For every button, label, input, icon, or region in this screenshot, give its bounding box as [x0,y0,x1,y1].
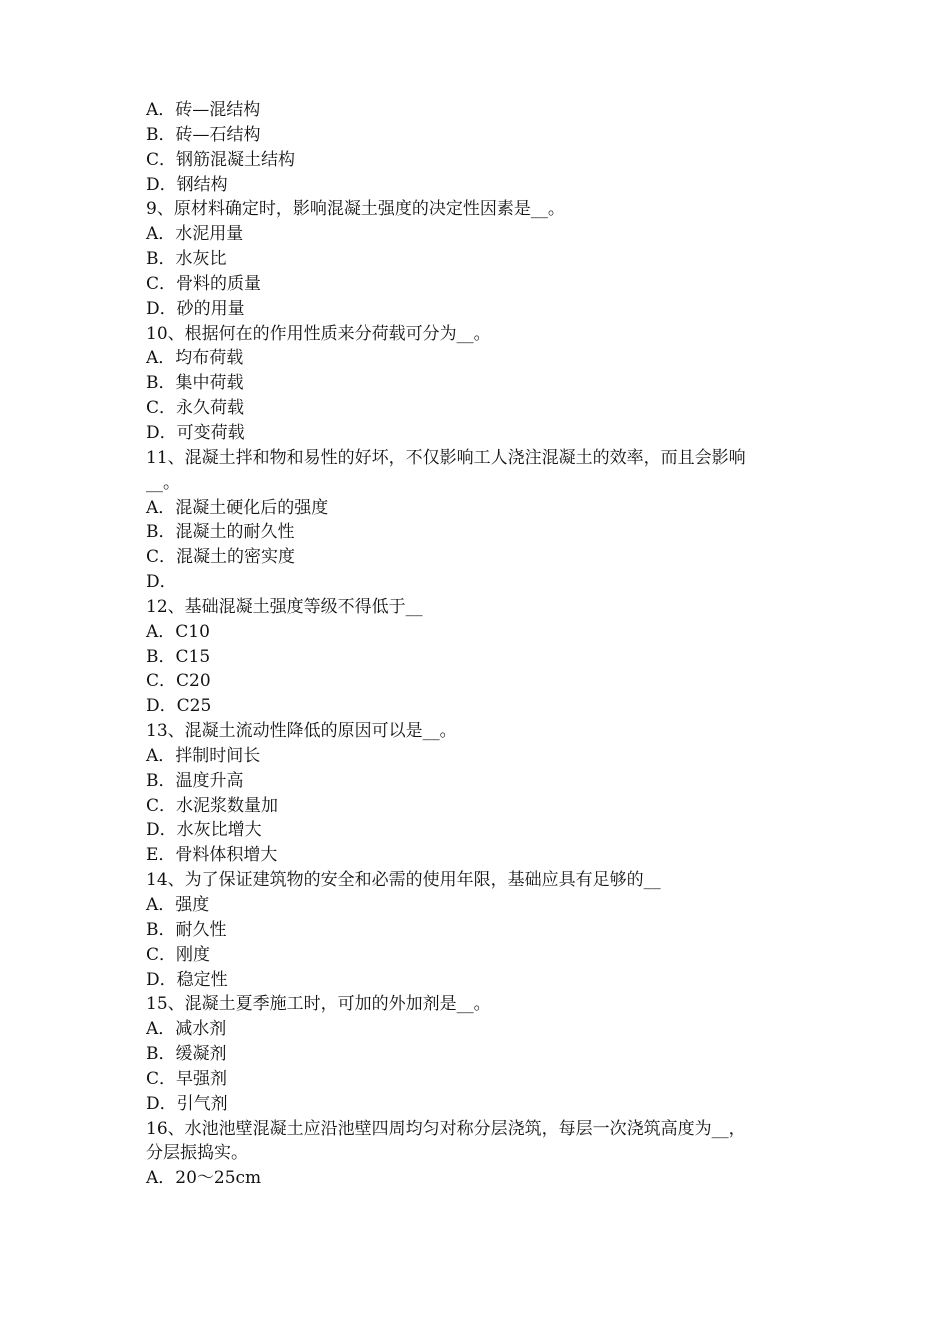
option-line: D． [146,572,177,593]
question-11-continued: __。 [146,472,180,493]
option-line: B．砖—石结构 [146,124,261,145]
option-line: A．20～25cm [146,1168,262,1189]
question-list [146,98,826,1191]
option-line: D．引气剂 [146,1093,228,1114]
question-15: 15、混凝土夏季施工时，可加的外加剂是__。 [146,994,491,1015]
option-line: C．C20 [146,671,211,692]
question-12: 12、基础混凝土强度等级不得低于__ [146,596,423,617]
option-line: E．骨料体积增大 [146,845,278,866]
option-line: B．缓凝剂 [146,1044,227,1065]
option-line: A．混凝土硬化后的强度 [146,497,329,518]
option-line: C．刚度 [146,944,211,965]
option-line: D．水灰比增大 [146,820,262,841]
question-9: 9、原材料确定时，影响混凝土强度的决定性因素是__。 [146,199,565,220]
question-14: 14、为了保证建筑物的安全和必需的使用年限，基础应具有足够的__ [146,870,661,891]
option-line: C．钢筋混凝土结构 [146,149,296,170]
option-line: D．钢结构 [146,174,228,195]
question-16-continued: 分层振捣实。 [146,1143,248,1164]
option-line: A．水泥用量 [146,224,244,245]
option-line: B．集中荷载 [146,373,244,394]
option-line: A．均布荷载 [146,348,244,369]
option-line: D．C25 [146,696,212,717]
option-line: A．拌制时间长 [146,745,261,766]
question-11: 11、混凝土拌和物和易性的好坏，不仅影响工人浇注混凝土的效率，而且会影响 [146,447,746,468]
option-line: B．混凝土的耐久性 [146,522,295,543]
option-line: A．C10 [146,621,210,642]
option-line: C．早强剂 [146,1068,228,1089]
option-line: A．砖—混结构 [146,100,261,120]
question-16: 16、水池池壁混凝土应沿池壁四周均匀对称分层浇筑，每层一次浇筑高度为__， [146,1118,746,1139]
option-line: C．骨料的质量 [146,273,262,294]
option-line: A．减水剂 [146,1019,227,1040]
option-line: C．水泥浆数量加 [146,795,279,816]
option-line: A．强度 [146,895,210,915]
option-line: C．混凝土的密实度 [146,547,296,568]
option-line: D．砂的用量 [146,298,245,319]
option-line: B．水灰比 [146,249,227,270]
option-line: B．耐久性 [146,919,227,940]
option-line: D．稳定性 [146,969,228,990]
question-10: 10、根据何在的作用性质来分荷载可分为__。 [146,323,491,344]
option-line: D．可变荷载 [146,422,245,443]
option-line: B．C15 [146,646,211,667]
question-13: 13、混凝土流动性降低的原因可以是__。 [146,721,457,742]
option-line: C．永久荷载 [146,398,245,419]
option-line: B．温度升高 [146,770,244,791]
